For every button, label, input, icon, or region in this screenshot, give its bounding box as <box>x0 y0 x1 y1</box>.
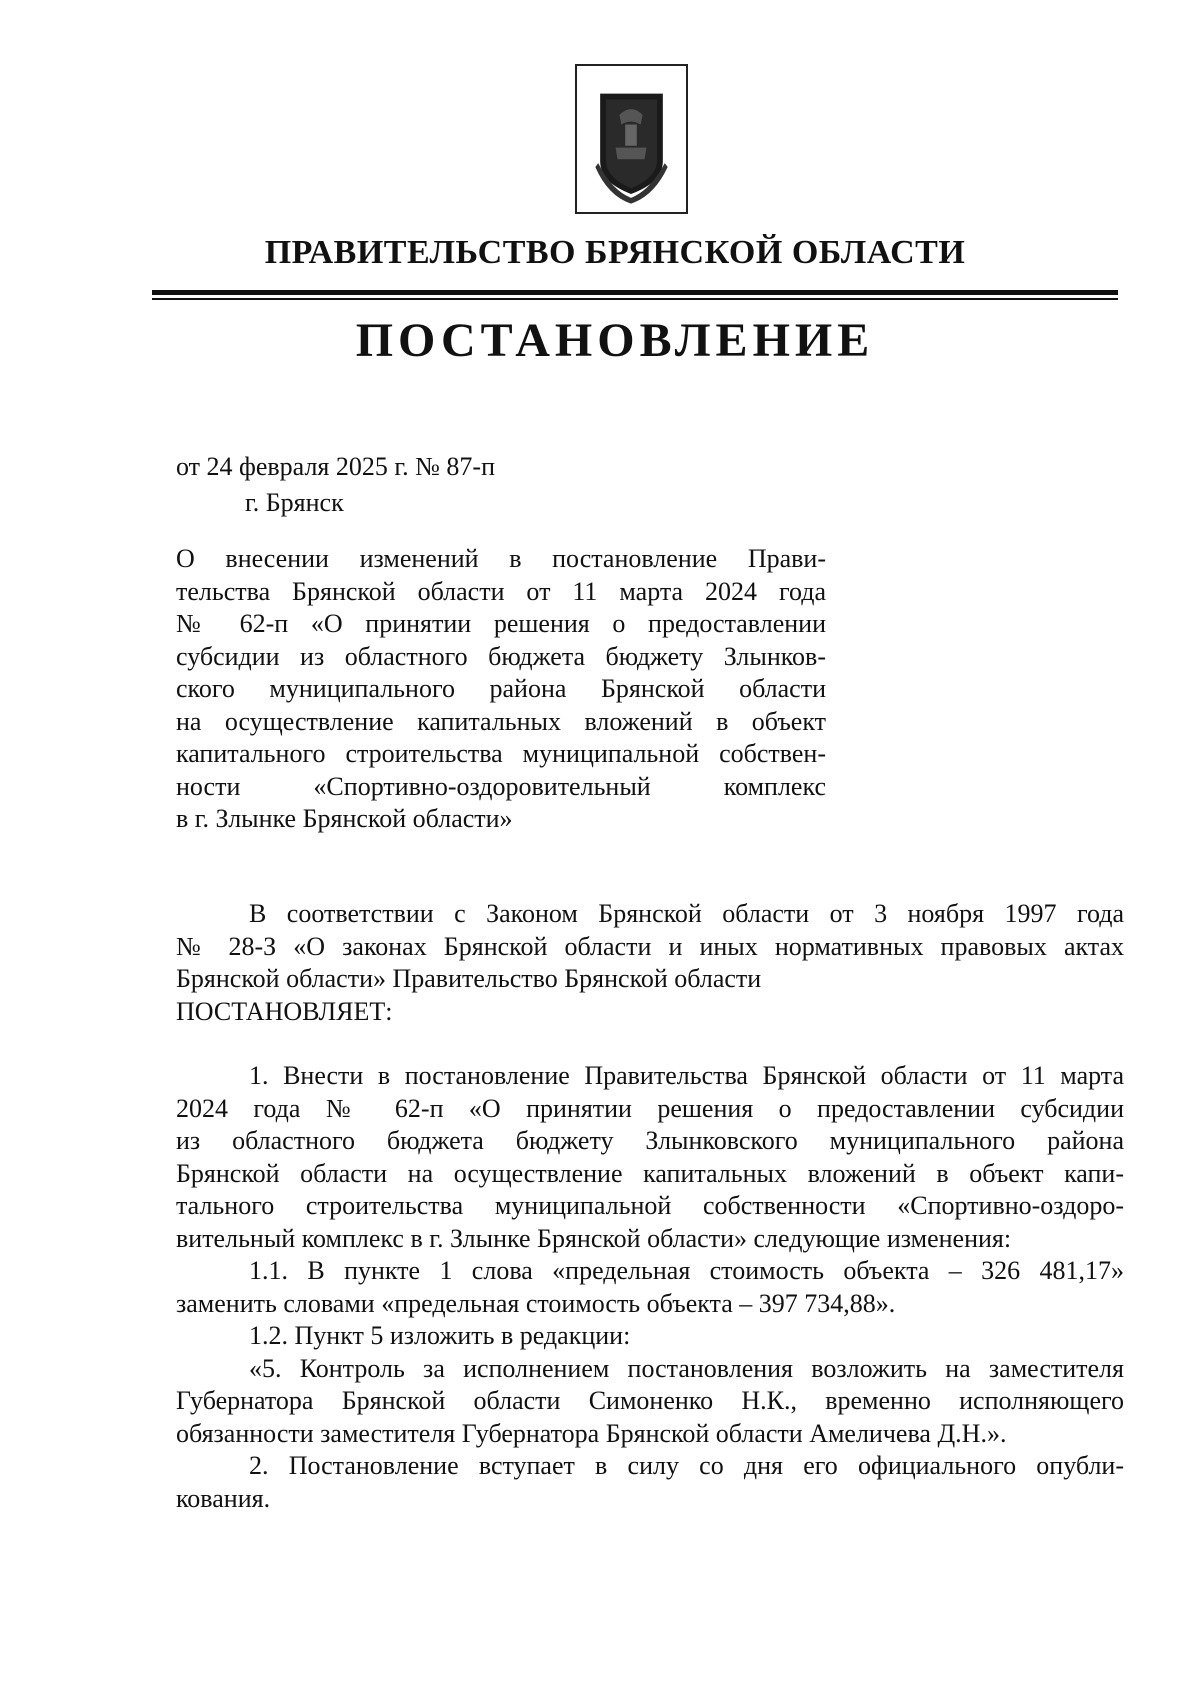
document-subject <box>176 543 826 836</box>
preamble-paragraph <box>176 898 1124 1028</box>
subject-line: ского муниципального района Брянской области <box>176 674 826 703</box>
organization-title: ПРАВИТЕЛЬСТВО БРЯНСКОЙ ОБЛАСТИ <box>264 234 966 271</box>
quote-line: Губернатора Брянской области Симоненко Н.К., временно исполняющего <box>176 1386 1124 1415</box>
quote-line: обязанности заместителя Губернатора Брянской области Амеличева Д.Н.». <box>176 1418 1007 1448</box>
document-date-number: от 24 февраля 2025 г. № 87-п <box>176 452 495 481</box>
subject-line: тельства Брянской области от 11 марта 2024 года <box>176 576 826 606</box>
document-city: г. Брянск <box>245 488 344 517</box>
item-1-line: 2024 года № 62-п «О принятии решения о предоставлении субсидии <box>176 1093 1124 1123</box>
coat-of-arms-icon <box>577 66 686 212</box>
subject-line: капитального строительства муниципальной собствен- <box>176 739 826 768</box>
document-type-title: ПОСТАНОВЛЕНИЕ <box>355 314 875 367</box>
subject-line: ности «Спортивно-оздоровительный комплекс <box>176 771 826 801</box>
preamble-line: № 28-З «О законах Брянской области и иных нормативных правовых актах <box>176 931 1124 961</box>
item-2-line: 2. Постановление вступает в силу со дня его официального опубли- <box>249 1451 1124 1480</box>
subject-line: № 62-п «О принятии решения о предоставлении <box>176 609 826 638</box>
item-1-2-line: 1.2. Пункт 5 изложить в редакции: <box>249 1321 631 1350</box>
preamble-line: Брянской области» Правительство Брянской области <box>176 964 762 993</box>
subject-line: субсидии из областного бюджета бюджету Злынков- <box>176 641 826 671</box>
document-body <box>176 898 1124 1515</box>
item-1-line: тального строительства муниципальной собственности «Спортивно-оздоро- <box>176 1191 1124 1220</box>
item-1-line: из областного бюджета бюджету Злынковского муниципального района <box>176 1126 1124 1155</box>
item-1-1-line: 1.1. В пункте 1 слова «предельная стоимость объекта – 326 481,17» <box>249 1256 1124 1285</box>
item-1-line: Брянской области на осуществление капитальных вложений в объект капи- <box>176 1158 1124 1188</box>
item-1-1-line: заменить словами «предельная стоимость объекта – 397 734,88». <box>176 1288 896 1318</box>
header-divider-thick <box>152 290 1118 295</box>
item-2-paragraph <box>176 1450 1124 1515</box>
item-1-line: 1. Внести в постановление Правительства Брянской области от 11 марта <box>249 1061 1124 1090</box>
resolves-word: ПОСТАНОВЛЯЕТ: <box>176 996 393 1026</box>
quote-line: «5. Контроль за исполнением постановления возложить на заместителя <box>249 1353 1124 1383</box>
item-1-2-paragraph <box>176 1320 1124 1353</box>
item-1-paragraph <box>176 1060 1124 1255</box>
item-1-line: вительный комплекс в г. Злынке Брянской области» следующие изменения: <box>176 1223 1012 1253</box>
header-divider-thin <box>152 298 1118 300</box>
subject-line: на осуществление капитальных вложений в объект <box>176 706 826 736</box>
item-1-1-paragraph <box>176 1255 1124 1320</box>
item-1-2-quote-paragraph <box>176 1353 1124 1451</box>
item-2-line: кования. <box>176 1483 271 1513</box>
coat-of-arms-frame <box>575 64 688 214</box>
preamble-line: В соответствии с Законом Брянской области от 3 ноября 1997 года <box>249 899 1124 928</box>
subject-line: О внесении изменений в постановление Прави- <box>176 544 826 573</box>
subject-line: в г. Злынке Брянской области» <box>176 804 513 833</box>
